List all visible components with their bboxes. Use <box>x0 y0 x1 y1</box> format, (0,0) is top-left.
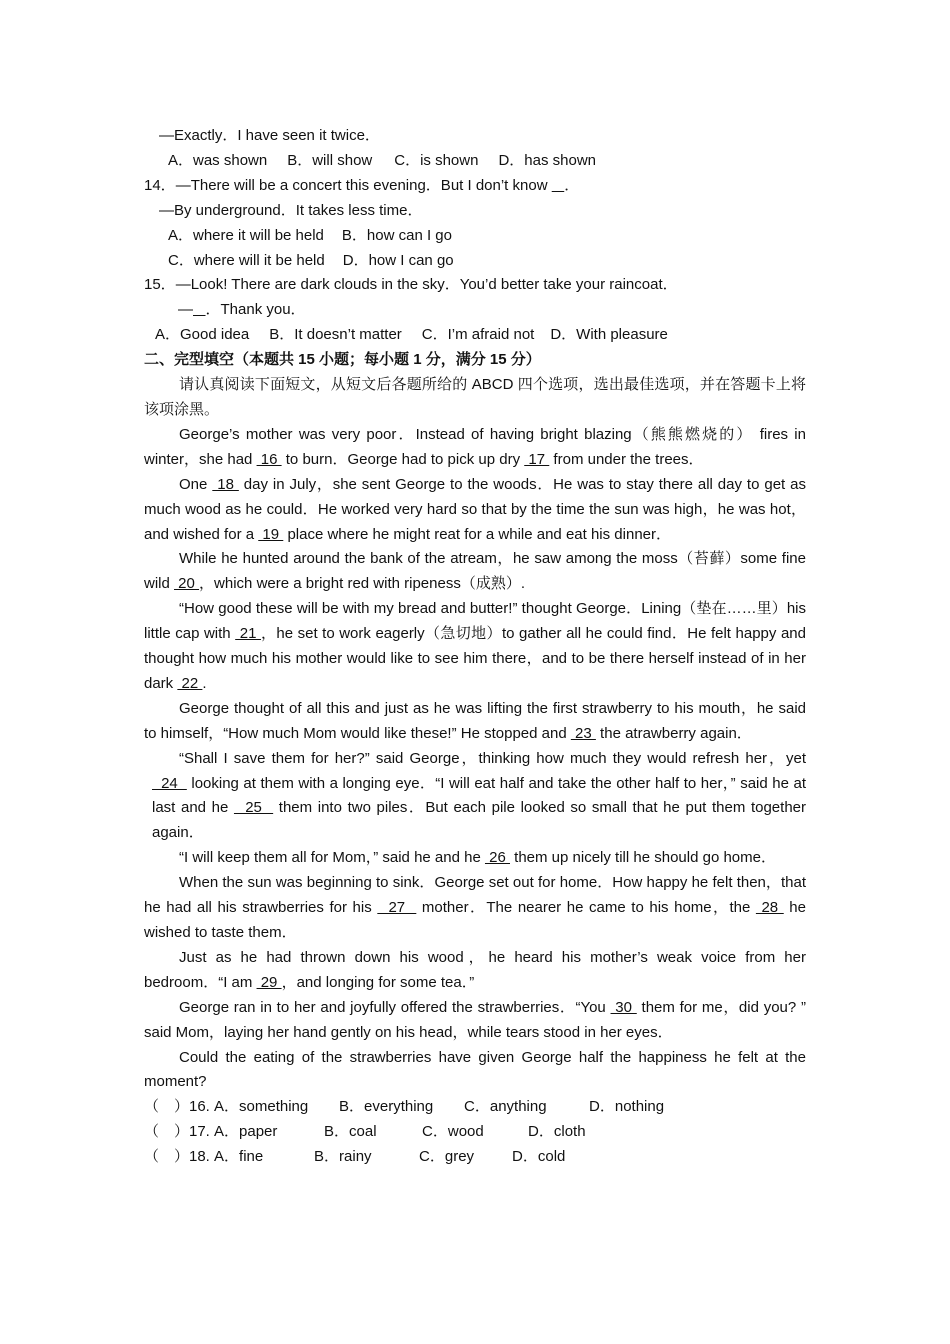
choice-18-c: C．grey <box>419 1148 475 1166</box>
text: . <box>202 674 207 692</box>
choice-17-label: （ ）17. A． <box>144 1123 240 1141</box>
q15-number: 15． <box>144 276 176 294</box>
blank-20: 20 <box>174 575 200 593</box>
text: One <box>179 475 213 493</box>
q15-dash: — <box>178 301 193 319</box>
text: ，he set to work eagerly（急切地）to gather all he could find．He felt happy and thought how much his mother would like to see him there，and to be there herself instead of in her dark <box>144 625 806 692</box>
q15-option-c: C．I’m afraid not <box>421 326 535 344</box>
blank-28: 28 <box>755 899 784 917</box>
blank-16: 16 <box>256 450 282 468</box>
choice-16-a: something <box>239 1098 309 1116</box>
choice-17-d: D．cloth <box>528 1123 586 1141</box>
text: “I will keep them all for Mom，” said he and he <box>179 849 485 867</box>
choice-16-c: C．anything <box>464 1098 547 1116</box>
passage-paragraph-6 <box>144 747 806 847</box>
q13-option-d: D．has shown <box>498 151 596 169</box>
text: from under the trees． <box>549 450 704 468</box>
passage-paragraph-9 <box>144 946 806 996</box>
choice-18-a: fine <box>239 1148 264 1166</box>
q13-option-a: A．was shown <box>168 151 268 169</box>
q15-option-b: B．It doesn’t matter <box>269 326 402 344</box>
text: George thought of all this and just as he was lifting the first strawberry to his mouth，he said to himself，“How much Mom would like these!” He stopped and <box>144 699 806 742</box>
blank-29: 29 <box>256 973 282 991</box>
choice-18-d: D．cold <box>512 1148 566 1166</box>
text: While he hunted around the bank of the atream，he saw among the moss（苔藓）some fine wild <box>144 550 806 593</box>
blank-18: 18 <box>212 475 239 493</box>
choice-row-18 <box>144 1145 806 1170</box>
passage-paragraph-5 <box>144 697 806 747</box>
q13-option-b: B．will show <box>287 151 373 169</box>
passage-paragraph-11: Could the eating of the strawberries have given George half the happiness he felt at the moment? <box>144 1048 806 1091</box>
text: the atrawberry again． <box>595 724 752 742</box>
choice-row-17 <box>144 1120 806 1145</box>
text: ，which were a bright red with ripeness（成熟）. <box>199 575 525 593</box>
q15-stem <box>144 273 806 298</box>
blank-21: 21 <box>235 625 261 643</box>
q15-answer-text: ．Thank you． <box>205 301 306 319</box>
q14-stem-end: ． <box>564 176 580 194</box>
blank-27: 27 <box>377 899 417 917</box>
choice-17-c: C．wood <box>422 1123 484 1141</box>
passage-paragraph-4 <box>144 597 806 697</box>
q15-option-a: A．Good idea <box>155 326 250 344</box>
section-heading: 二、完型填空（本题共 15 小题；每小题 1 分，满分 15 分） <box>144 351 541 369</box>
text: to burn．George had to pick up dry <box>281 450 525 468</box>
passage-paragraph-3 <box>144 547 806 597</box>
q14-stem-text: —There will be a concert this evening．But I don’t know <box>175 176 552 194</box>
q15-blank <box>193 301 206 318</box>
q14-option-d: D．how I can go <box>342 251 454 269</box>
choice-16-b: B．everything <box>339 1098 434 1116</box>
q15-answer <box>144 298 806 323</box>
passage-paragraph-2 <box>144 473 806 548</box>
text: place where he might reat for a while and eat his dinner． <box>283 525 671 543</box>
section-instruction: 请认真阅读下面短文，从短文后各题所给的 ABCD 四个选项，选出最佳选项，并在答题卡上将该项涂黑。 <box>144 376 806 418</box>
text: looking at them with a longing eye．“I will eat half and take the other half to her，” said he at last and he <box>152 774 806 817</box>
text: he wished to taste them． <box>144 899 806 941</box>
q14-option-b: B．how can I go <box>341 226 452 244</box>
passage-paragraph-1 <box>144 423 806 473</box>
text: them into two piles．But each pile looked so small that he put them together again． <box>152 799 806 842</box>
choice-17-b: B．coal <box>324 1123 377 1141</box>
choice-16-label: （ ）16. A． <box>144 1098 240 1116</box>
q14-stem <box>144 174 806 199</box>
choice-17-a: paper <box>239 1123 278 1141</box>
blank-25: 25 <box>233 799 274 817</box>
q13-option-c: C．is shown <box>394 151 479 169</box>
text: George ran in to her and joyfully offered the strawberries．“You <box>179 998 611 1016</box>
q14-options-row1 <box>144 224 806 249</box>
q13-answer: —Exactly．I have seen it twice． <box>159 127 380 144</box>
choice-18-b: B．rainy <box>314 1148 372 1166</box>
q14-blank <box>552 177 565 194</box>
blank-22: 22 <box>177 674 203 692</box>
blank-23: 23 <box>570 724 596 742</box>
text: them for me，did you? ” said Mom，laying her hand gently on his head，while tears stood in her eyes． <box>144 998 806 1041</box>
passage-paragraph-7 <box>144 846 806 871</box>
q15-option-d: D．With pleasure <box>550 326 668 344</box>
passage-paragraph-8 <box>144 871 806 946</box>
choice-row-16 <box>144 1095 806 1120</box>
exam-content <box>144 124 806 1170</box>
text: day in July，she sent George to the woods．He was to stay there all day to get as much wood as he could．He worked very hard so that by the time the sun was high，he was hot，and wished for a <box>144 475 806 543</box>
blank-24: 24 <box>152 774 187 792</box>
q14-number: 14． <box>144 176 176 194</box>
choice-16-d: D．nothing <box>589 1098 665 1116</box>
text: them up nicely till he should go home． <box>510 849 776 867</box>
text: ，and longing for some tea．” <box>281 973 475 991</box>
blank-30: 30 <box>610 998 637 1016</box>
q15-options <box>144 323 806 348</box>
choice-18-label: （ ）18. A． <box>144 1148 240 1166</box>
q14-option-c: C．where will it be held <box>168 251 325 269</box>
blank-17: 17 <box>524 450 550 468</box>
q14-answer: —By underground．It takes less time． <box>159 201 423 219</box>
blank-26: 26 <box>484 849 510 867</box>
text: When the sun was beginning to sink．George set out for home．How happy he felt then，that he had all his strawberries for his <box>144 874 806 917</box>
q14-option-a: A．where it will be held <box>168 226 324 244</box>
q14-options-row2 <box>144 249 806 274</box>
text: George’s mother was very poor．Instead of having bright blazing（熊熊燃烧的） fires in winter，she had <box>144 425 806 468</box>
text: “Shall I save them for her?” said George，thinking how much they would refresh her，yet <box>179 749 806 767</box>
blank-19: 19 <box>258 525 284 543</box>
text: mother．The nearer he came to his home，the <box>416 899 756 917</box>
passage-paragraph-10 <box>144 996 806 1046</box>
q15-stem-text: —Look! There are dark clouds in the sky．You’d better take your raincoat． <box>175 276 678 294</box>
text: “How good these will be with my bread and butter!” thought George．Lining（垫在……里）his little cap with <box>144 600 806 643</box>
q13-options <box>144 149 806 174</box>
text: Just as he had thrown down his wood，he heard his mother’s weak voice from her bedroom．“I am <box>144 948 806 991</box>
